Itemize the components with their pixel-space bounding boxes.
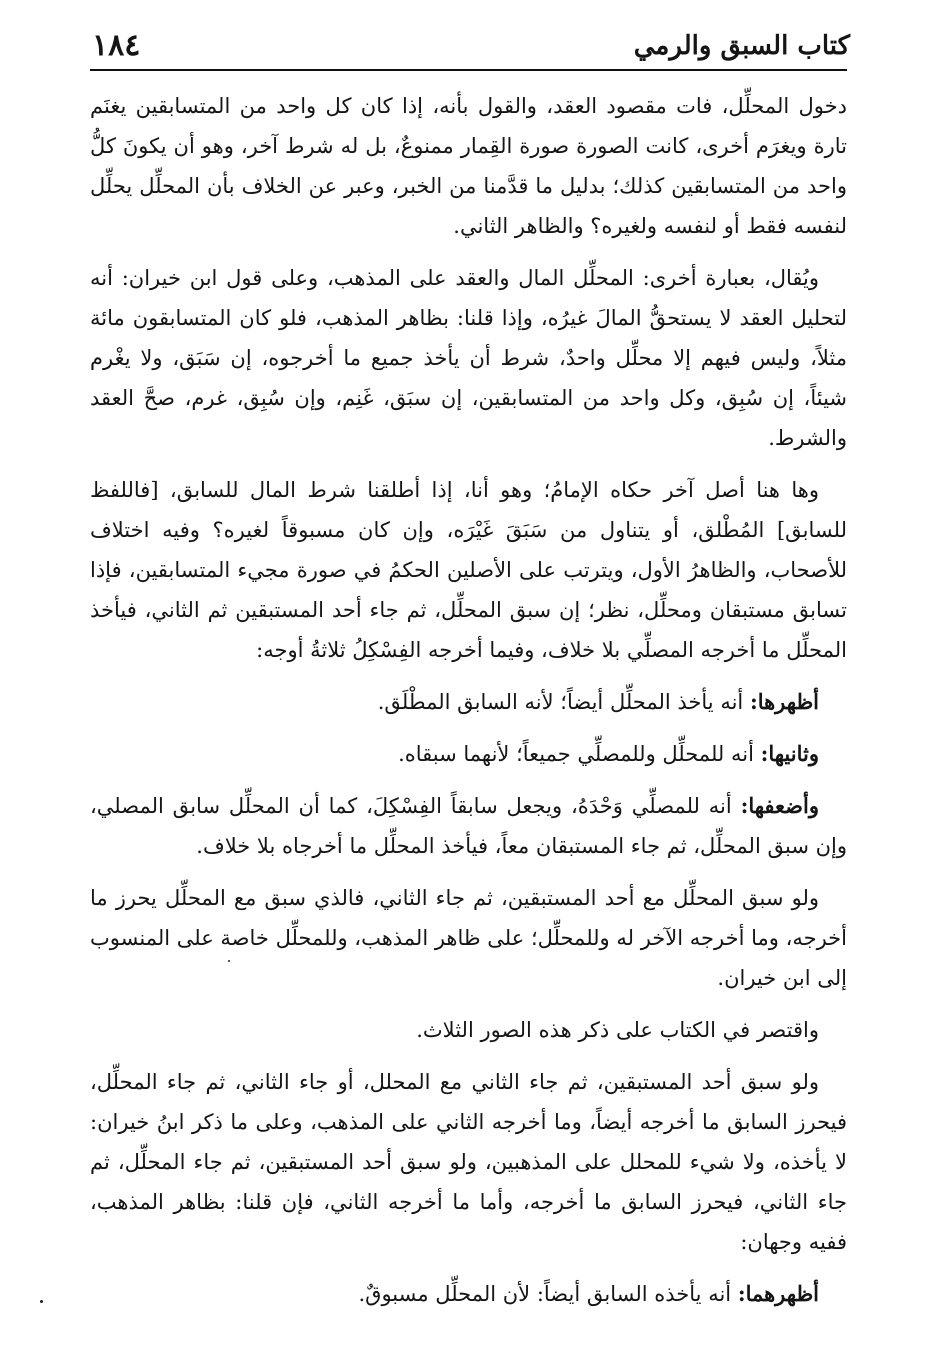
scan-speck xyxy=(228,960,230,962)
paragraph-2: ويُقال، بعبارة أخرى: المحلِّل المال والعقد على المذهب، وعلى قول ابن خيران: أنه لتحليل العقد لا يستحقُّ المالَ غيرُه، وإذا قلنا: بظاهر المذهب، فلو كان المتسابقون مائة مثلاً، وليس فيهم إلا محلِّل واحدٌ، شرط أن يأخذ جميع ما أخرجوه، إن سَبَق، ولا يغْرم شيئاً، إن سُبِق، وكل واحد من المتسابقين، إن سبَق، غَنِم، وإن سُبِق، غرم، صحَّ العقد والشرط. xyxy=(90,266,847,450)
list-item-third xyxy=(90,786,847,866)
item-label: وأضعفها: xyxy=(740,793,819,818)
item-text: أنه يأخذه السابق أيضاً: لأن المحلِّل مسبوقٌ. xyxy=(358,1282,738,1306)
item-label: أظهرهما: xyxy=(737,1281,819,1306)
scan-speck xyxy=(40,1300,43,1303)
running-title: كتاب السبق والرمي xyxy=(633,31,850,61)
paragraph-6: ولو سبق أحد المستبقين، ثم جاء الثاني مع المحلل، أو جاء الثاني، ثم جاء المحلِّل، فيحرز السابق ما أخرجه أيضاً، وما أخرجه الثاني على المذهب، وعلى ما ذكر ابنُ خيران: لا يأخذه، ولا شيء للمحلل على المذهبين، ولو سبق أحد المستبقين، ثم جاء المحلِّل، ثم جاء الثاني، فيحرز السابق ما أخرجه، وأما ما أخرجه الثاني، فإن قلنا: بظاهر المذهب، ففيه وجهان: xyxy=(90,1070,847,1254)
list-item-first xyxy=(90,682,847,722)
item-text: أنه يأخذ المحلِّل أيضاً؛ لأنه السابق المطْلَق. xyxy=(377,690,750,714)
page-body xyxy=(90,86,847,1326)
paragraph-1: دخول المحلِّل، فات مقصود العقد، والقول بأنه، إذا كان كل واحد من المتسابقين يغنَم تارة ويغرَم أخرى، كانت الصورة صورة القِمار ممنوعٌ، بل له شرط آخر، وهو أن يكونَ كلُّ واحد من المتسابقين كذلك؛ بدليل ما قدَّمنا من الخبر، وعبر عن الخلاف بأن المحلِّل يحلِّل لنفسه فقط أو لنفسه ولغيره؟ والظاهر الثاني. xyxy=(90,94,847,238)
list-item-final xyxy=(90,1274,847,1314)
item-text: أنه للمصلِّي وَحْدَهُ، ويجعل سابقاً الفِسْكِلَ، كما أن المحلِّل سابق المصلي، وإن سبق المحلِّل، ثم جاء المستبقان معاً، فيأخذ المحلِّل ما أخرجاه بلا خلاف. xyxy=(90,794,847,858)
item-label: وثانيها: xyxy=(760,741,819,766)
paragraph-5: واقتصر في الكتاب على ذكر هذه الصور الثلاث. xyxy=(416,1018,819,1042)
list-item-second xyxy=(90,734,847,774)
paragraph-4: ولو سبق المحلِّل مع أحد المستبقين، ثم جاء الثاني، فالذي سبق مع المحلِّل يحرز ما أخرجه، وما أخرجه الآخر له وللمحلِّل؛ على ظاهر المذهب، وللمحلِّل خاصة على المنسوب إلى ابن خيران. xyxy=(90,886,847,990)
page-number: ١٨٤ xyxy=(92,28,141,63)
header-rule xyxy=(90,69,847,71)
paragraph-3: وها هنا أصل آخر حكاه الإمامُ؛ وهو أنا، إذا أطلقنا شرط المال للسابق، [فاللفظ للسابق] المُطْلق، أو يتناول من سَبَقَ غَيْرَه، وإن كان مسبوقاً لغيره؟ وفيه اختلاف للأصحاب، والظاهرُ الأول، ويترتب على الأصلين الحكمُ في صورة مجيء المتسابقين، فإذا تسابق مستبقان ومحلِّل، نظر؛ إن سبق المحلِّل، ثم جاء أحد المستبقين ثم الثاني، فيأخذ المحلِّل ما أخرجه المصلِّي بلا خلاف، وفيما أخرجه الفِسْكِلُ ثلاثةُ أوجه: xyxy=(90,478,847,662)
item-text: أنه للمحلِّل وللمصلِّي جميعاً؛ لأنهما سبقاه. xyxy=(398,742,761,766)
item-label: أظهرها: xyxy=(749,689,819,714)
